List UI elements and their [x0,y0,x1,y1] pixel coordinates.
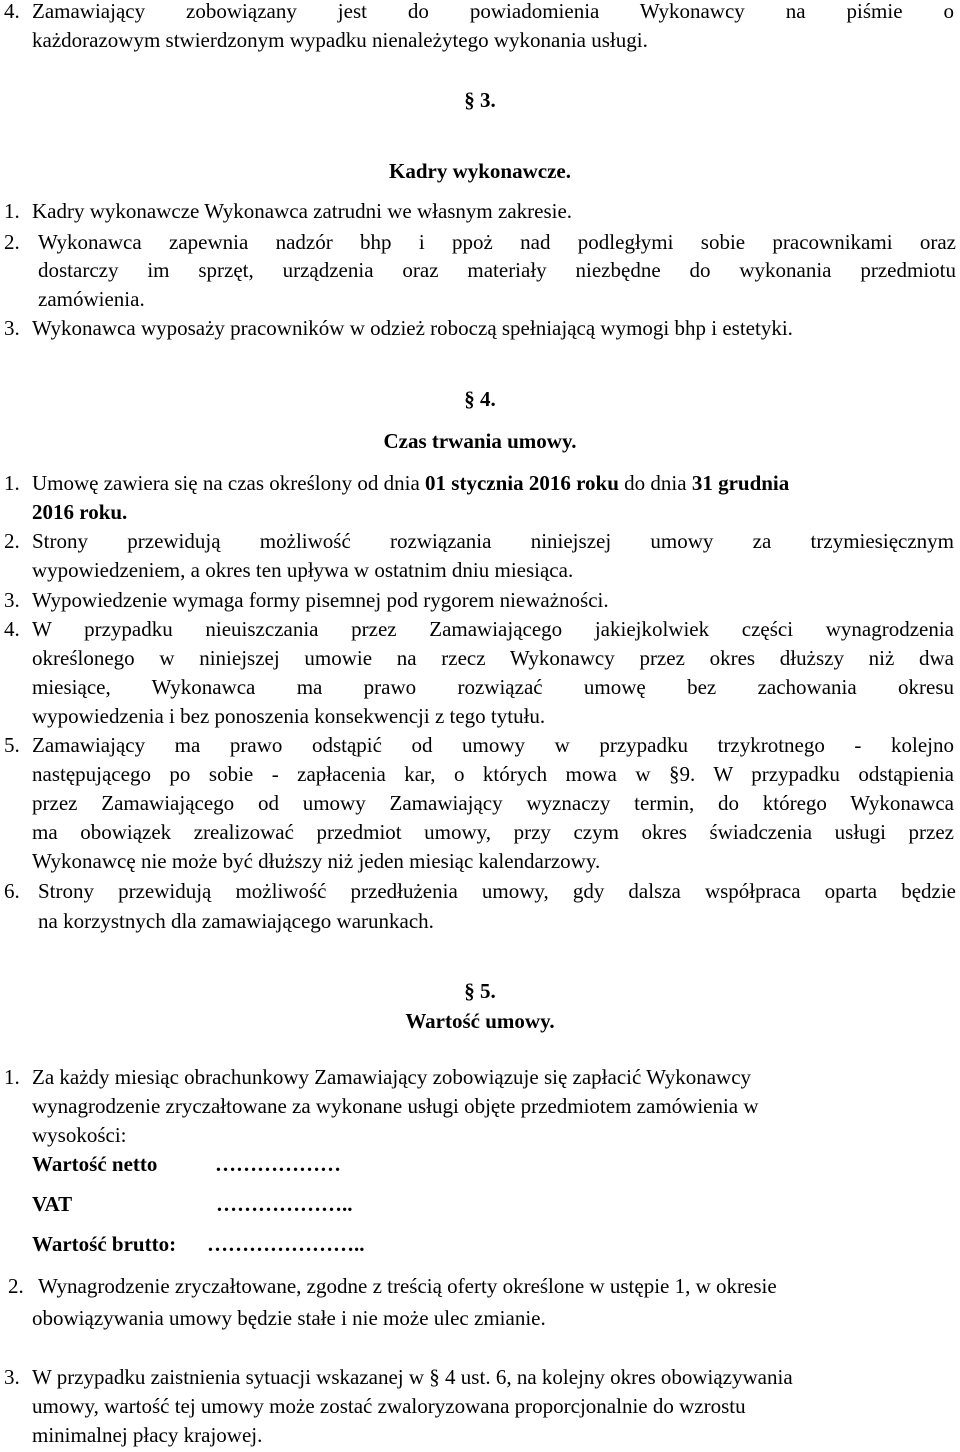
amount-label: VAT [32,1192,73,1216]
item-number: 4. [4,0,20,23]
item-number: 1. [4,199,20,223]
item-text-line: Zamawiający ma prawo odstąpić od umowy w przypadku trzykrotnego - kolejno [32,733,954,757]
item-text-line: na korzystnych dla zamawiającego warunkach. [38,909,434,933]
item-text-line: Strony przewidują możliwość rozwiązania niniejszej umowy za trzymiesięcznym [32,529,954,553]
start-date: 01 stycznia 2016 roku [425,471,619,495]
amount-value: ………………….. [207,1232,365,1256]
item-number: 2. [4,230,20,254]
item-text-line: Wykonawca zapewnia nadzór bhp i ppoż nad podległymi sobie pracownikami oraz [38,230,956,254]
item-text-line: umowy, wartość tej umowy może zostać zwaloryzowana proporcjonalnie do wzrostu [32,1394,746,1418]
item-text-line: Strony przewidują możliwość przedłużenia umowy, gdy dalsza współpraca oparta będzie [38,879,956,903]
item-text-line: obowiązywania umowy będzie stałe i nie może ulec zmianie. [32,1306,546,1330]
item-number: 1. [4,471,20,495]
section-title: Wartość umowy. [405,1009,555,1033]
item-text-line: każdorazowym stwierdzonym wypadku nienależytego wykonania usługi. [32,28,648,52]
item-text-line: Umowę zawiera się na czas określony od dnia 01 stycznia 2016 roku do dnia 31 grudnia [32,471,790,495]
item-text-line: wypowiedzeniem, a okres ten upływa w ostatnim dniu miesiąca. [32,558,574,582]
section-number: § 3. [464,88,496,112]
item-number: 1. [4,1065,20,1089]
amount-label: Wartość netto [32,1152,158,1176]
amount-value: ……………… [215,1152,341,1176]
end-date: 31 grudnia [691,471,790,495]
item-text-line: następującego po sobie - zapłacenia kar, o których mowa w §9. W przypadku odstąpienia [32,762,954,786]
item-number: 5. [4,733,20,757]
item-number: 2. [4,529,20,553]
item-text-line: W przypadku nieuiszczania przez Zamawiającego jakiejkolwiek części wynagrodzenia [32,617,954,641]
item-number: 2. [8,1274,24,1298]
item-text-line: Za każdy miesiąc obrachunkowy Zamawiający zobowiązuje się zapłacić Wykonawcy [32,1065,752,1089]
item-text-line: wypowiedzenia i bez ponoszenia konsekwencji z tego tytułu. [32,704,546,728]
item-text-line: wysokości: [32,1123,127,1147]
section-number: § 4. [464,387,496,411]
item-text-line: zamówienia. [38,287,145,311]
item-number: 3. [4,588,20,612]
item-text-line: dostarczy im sprzęt, urządzenia oraz materiały niezbędne do wykonania przedmiotu [38,258,956,282]
item-text-line: minimalnej płacy krajowej. [32,1423,263,1447]
item-text-line: Wykonawcę nie może być dłuższy niż jeden miesiąc kalendarzowy. [32,849,601,873]
item-text-line: wynagrodzenie zryczałtowane za wykonane usługi objęte przedmiotem zamówienia w [32,1094,759,1118]
item-text-line: Wykonawca wyposaży pracowników w odzież roboczą spełniającą wymogi bhp i estetyki. [32,316,793,340]
amount-value: ……………….. [216,1192,353,1216]
item-number: 3. [4,1365,20,1389]
section-title: Czas trwania umowy. [383,429,577,453]
item-text-line: 2016 roku. [32,500,128,524]
item-number: 4. [4,617,20,641]
item-number: 3. [4,316,20,340]
item-number: 6. [4,879,20,903]
section-title: Kadry wykonawcze. [389,159,571,183]
item-text-line: Zamawiający zobowiązany jest do powiadomienia Wykonawcy na piśmie o [32,0,954,23]
item-text-line: przez Zamawiającego od umowy Zamawiający wyznaczy termin, do którego Wykonawca [32,791,954,815]
item-text-line: Wypowiedzenie wymaga formy pisemnej pod rygorem nieważności. [32,588,609,612]
item-text-line: Kadry wykonawcze Wykonawca zatrudni we własnym zakresie. [32,199,573,223]
item-text-line: Wynagrodzenie zryczałtowane, zgodne z treścią oferty określone w ustępie 1, w okresie [38,1274,777,1298]
amount-label: Wartość brutto: [32,1232,177,1256]
section-number: § 5. [464,979,496,1003]
item-text-line: określonego w niniejszej umowie na rzecz Wykonawcy przez okres dłuższy niż dwa [32,646,954,670]
item-text-line: ma obowiązek zrealizować przedmiot umowy, przy czym okres świadczenia usługi przez [32,820,954,844]
item-text-line: W przypadku zaistnienia sytuacji wskazanej w § 4 ust. 6, na kolejny okres obowiązywania [32,1365,793,1389]
item-text-line: miesiące, Wykonawca ma prawo rozwiązać umowę bez zachowania okresu [32,675,954,699]
